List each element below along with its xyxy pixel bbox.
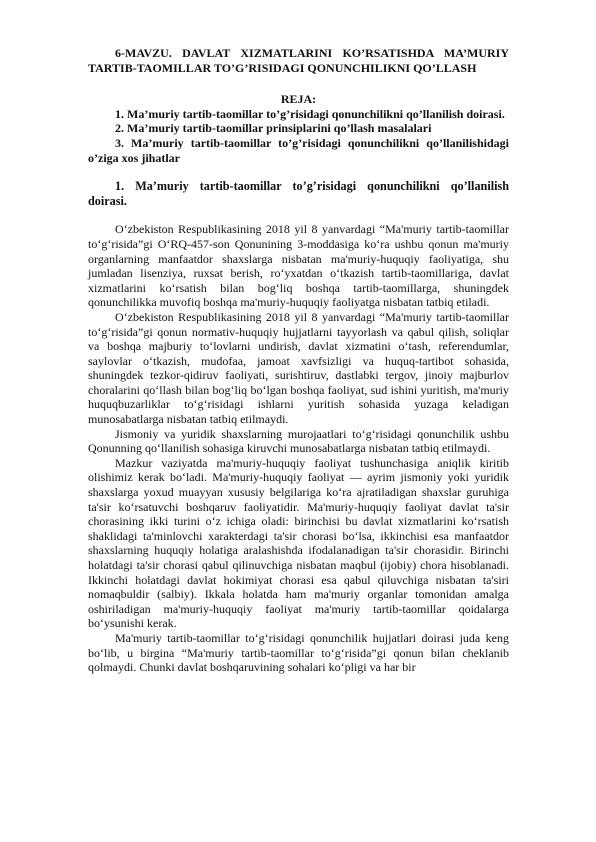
plan-heading: REJA: (280, 92, 317, 107)
document-title: 6-MAVZU. DAVLAT XIZMATLARINI KO’RSATISHDA MA’MURIY TARTIB-TAOMILLAR TO’G’RISIDAGI QONUNCHILIKNI QO’LLASH (88, 46, 509, 75)
section-heading: 1. Ma’muriy tartib-taomillar to’g’risidagi qonunchilikni qo’llanilish doirasi. (88, 179, 509, 208)
paragraph-1: O‘zbekiston Respublikasining 2018 yil 8 yanvardagi “Ma'muriy tartib-taomillar to‘g‘risida”gi O‘RQ-457-son Qonunining 3-moddasiga ko‘ra ushbu qonun ma'muriy organlarning manfaatdor shaxslarga nisbatan ma'muriy-huquqiy faoliyatiga, shu jumladan lisenziya, ruxsat berish, ro‘yxatdan o‘tkazish tartib-taomillariga, davlat xizmatlarini ko‘rsatish bilan bog‘liq boshqa tartib-taomillarga, shuningdek qonunchilikka muvofiq boshqa ma'muriy-huquqiy faoliyatga nisbatan tatbiq etiladi. (88, 222, 509, 310)
plan-item-2: 2. Ma’muriy tartib-taomillar prinsiplarini qo’llash masalalari (115, 121, 432, 136)
plan-item-3: 3. Ma’muriy tartib-taomillar to’g’risidagi qonunchilikni qo’llanilishidagi o’ziga xos jihatlar (88, 135, 509, 165)
paragraph-2: O‘zbekiston Respublikasining 2018 yil 8 yanvardagi “Ma'muriy tartib-taomillar to‘g‘risida”gi qonun normativ-huquqiy hujjatlarni tayyorlash va qabul qilish, soliqlar va boshqa majburiy to‘lovlarni undirish, davlat xizmatini o‘tash, referendumlar, saylovlar o‘tkazish, mudofaa, jamoat xavfsizligi va huquq-tartibot sohasida, shuningdek tezkor-qidiruv faoliyati, surishtiruv, dastlabki tergov, jinoiy majburlov choralarini qo‘llash bilan bog‘liq bo‘lgan boshqa faoliyat, sud ishini yuritish, ma'muriy huquqbuzarliklar to‘g‘risidagi ishlarni yuritish sohasida yuzaga keladigan munosabatlarga nisbatan tatbiq etilmaydi. (88, 309, 509, 427)
paragraph-4: Mazkur vaziyatda ma'muriy-huquqiy faoliyat tushunchasiga aniqlik kiritib olishimiz kerak bo‘ladi. Ma'muriy-huquqiy faoliyat — ayrim jismoniy yoki yuridik shaxslarga yoxud muayyan xususiy belgilariga ko‘ra ajratiladigan shaxslar guruhiga ta'sir ko‘rsatuvchi boshqaruv faoliyatidir. Ma'muriy-huquqiy faoliyat davlat ta'sir chorasining ikki turini o‘z ichiga oladi: birinchisi bu davlat xizmatlarini ko‘rsatish shaklidagi ta'minlovchi xarakterdagi ta'sir chorasi bo‘lsa, ikkinchisi esa manfaatdor shaxslarning huquqiy holatiga aralashishda ifodalanadigan ta'sir chorasidir. Birinchi holatdagi ta'sir chorasi qabul qilinuvchiga nisbatan maqbul (ijobiy) chora hisoblanadi. Ikkinchi holatdagi davlat hokimiyat chorasi esa qabul qiluvchiga nisbatan ta'siri nomaqbuldir (salbiy). Ikkala holatda ham ma'muriy organlar tomonidan amalga oshiriladigan ma'muriy-huquqiy faoliyat ma'muriy tartib-taomillar qoidalarga bo‘ysunishi kerak. (88, 455, 509, 631)
plan-item-1: 1. Ma’muriy tartib-taomillar to’g’risidagi qonunchilikni qo’llanilish doirasi. (115, 106, 505, 121)
paragraph-3: Jismoniy va yuridik shaxslarning murojaatlari to‘g‘risidagi qonunchilik ushbu Qonunning qo‘llanilish sohasiga kiruvchi munosabatlarga nisbatan tatbiq etilmaydi. (88, 426, 509, 456)
paragraph-5: Ma'muriy tartib-taomillar to‘g‘risidagi qonunchilik hujjatlari doirasi juda keng bo‘lib, u birgina “Ma'muriy tartib-taomillar to‘g‘risida”gi qonun bilan cheklanib qolmaydi. Chunki davlat boshqaruvining sohalari ko‘pligi va har bir (88, 630, 509, 675)
